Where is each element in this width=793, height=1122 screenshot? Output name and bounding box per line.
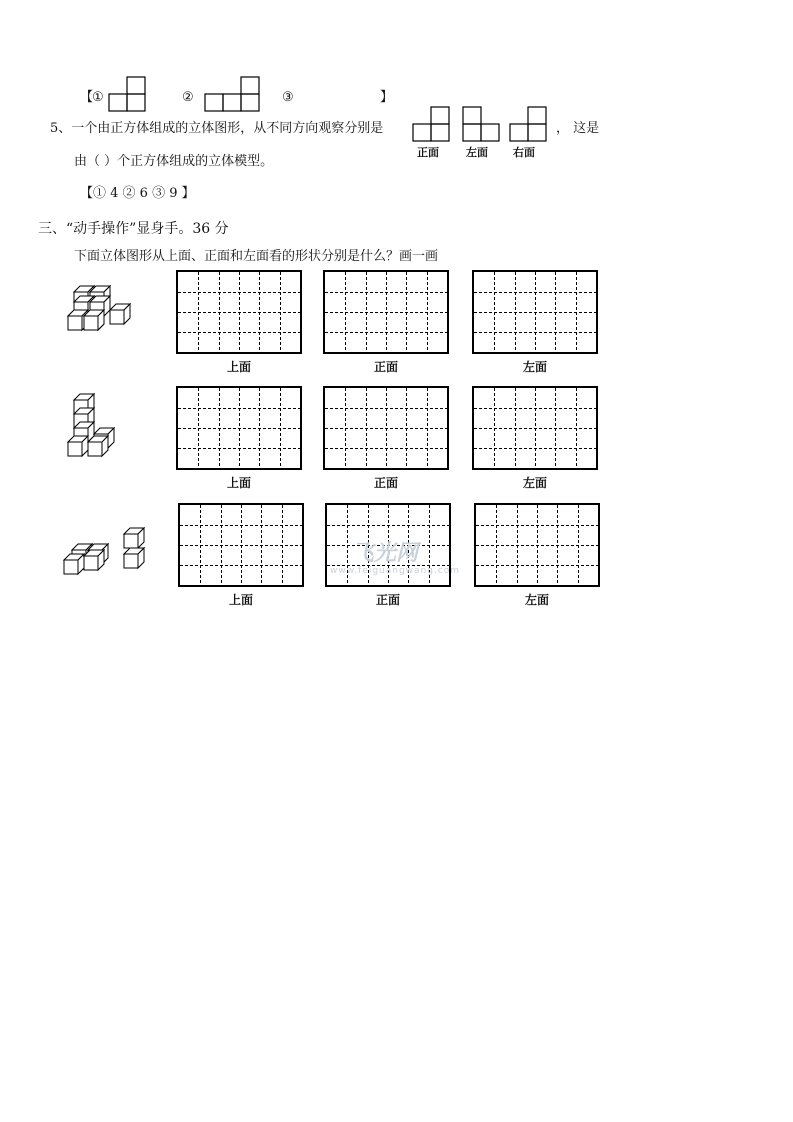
row1-front-view-grid[interactable] bbox=[323, 270, 449, 354]
q5-left-view-label: 左面 bbox=[466, 146, 488, 159]
q5-options: 【① 4 ② 6 ③ 9 】 bbox=[80, 186, 195, 201]
q5-line2: 由（ ）个正方体组成的立体模型。 bbox=[74, 154, 274, 169]
row1-front-label: 正面 bbox=[373, 360, 398, 374]
row3-left-label: 左面 bbox=[524, 593, 549, 607]
q5-right-view-figure bbox=[509, 106, 547, 142]
row3-front-label: 正面 bbox=[375, 593, 400, 607]
q4-option-2-marker: ② bbox=[182, 90, 194, 105]
q5-left-view-figure bbox=[462, 106, 500, 142]
q5-right-view-label: 右面 bbox=[513, 146, 535, 159]
row2-top-view-grid[interactable] bbox=[176, 386, 302, 470]
q4-bracket-open: 【 bbox=[80, 90, 94, 105]
q4-option-1-figure bbox=[108, 76, 146, 112]
row3-cube-figure-b bbox=[122, 526, 152, 574]
row2-front-label: 正面 bbox=[373, 476, 398, 490]
row2-left-label: 左面 bbox=[522, 476, 547, 490]
row2-cube-figure bbox=[66, 392, 122, 460]
row2-left-view-grid[interactable] bbox=[472, 386, 598, 470]
watermark-logo-text: 飞光网 bbox=[352, 541, 419, 566]
row1-top-label: 上面 bbox=[226, 360, 251, 374]
row1-left-view-grid[interactable] bbox=[472, 270, 598, 354]
q4-option-1-marker: ① bbox=[92, 90, 104, 105]
section3-instruction: 下面立体图形从上面、正面和左面看的形状分别是什么？画一画 bbox=[74, 249, 439, 264]
row3-cube-figure-a bbox=[62, 540, 114, 580]
q5-front-view-figure bbox=[412, 106, 450, 142]
row3-left-view-grid[interactable] bbox=[474, 503, 600, 587]
q4-option-2-figure bbox=[204, 76, 260, 112]
watermark-url: www.feiguangwang.com bbox=[330, 566, 461, 576]
row2-top-label: 上面 bbox=[226, 476, 251, 490]
q4-bracket-close: 】 bbox=[380, 90, 394, 105]
q5-line1: 5、一个由正方体组成的立体图形，从不同方向观察分别是 bbox=[50, 121, 384, 136]
row2-front-view-grid[interactable] bbox=[323, 386, 449, 470]
row1-cube-figure bbox=[66, 282, 138, 334]
row3-top-view-grid[interactable] bbox=[178, 503, 304, 587]
row1-left-label: 左面 bbox=[522, 360, 547, 374]
q5-line1-end: ， 这是 bbox=[556, 121, 600, 136]
section3-heading: 三、“动手操作”显身手。36 分 bbox=[38, 221, 229, 237]
row3-top-label: 上面 bbox=[228, 593, 253, 607]
q4-option-3-marker: ③ bbox=[282, 90, 294, 105]
q5-front-view-label: 正面 bbox=[417, 146, 439, 159]
row1-top-view-grid[interactable] bbox=[176, 270, 302, 354]
